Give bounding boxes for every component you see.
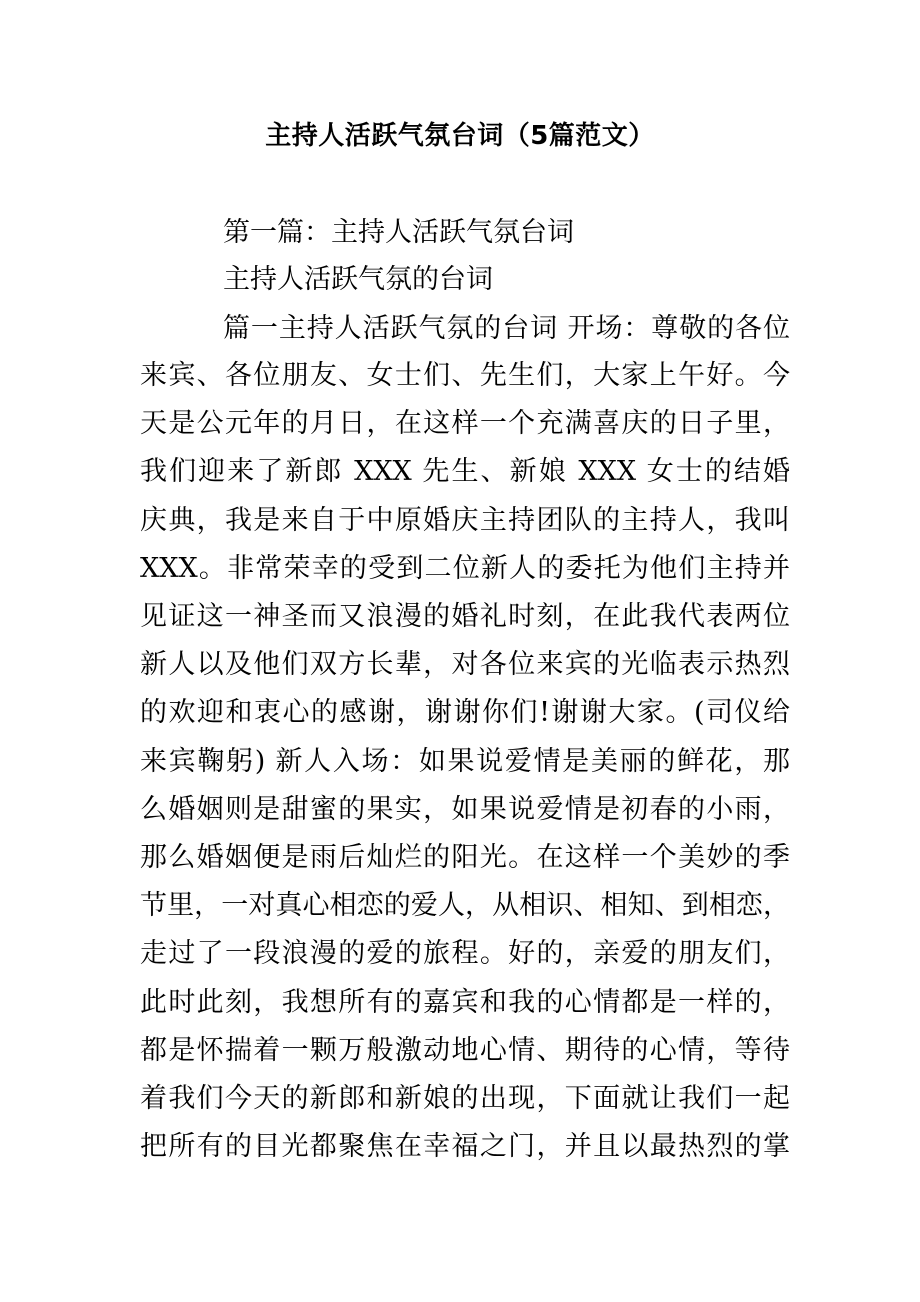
document-title: 主持人活跃气氛台词（5篇范文） (265, 121, 655, 151)
paragraph-line: 都是怀揣着一颗万般激动地心情、期待的心情，等待 (140, 1035, 790, 1066)
subheading: 主持人活跃气氛的台词 (223, 264, 493, 295)
paragraph-line: 着我们今天的新郎和新娘的出现，下面就让我们一起 (140, 1083, 790, 1114)
paragraph-line: 么婚姻则是甜蜜的果实，如果说爱情是初春的小雨， (140, 794, 790, 825)
paragraph-line: 节里，一对真心相恋的爱人，从相识、相知、到相恋， (140, 890, 790, 921)
paragraph-line: 见证这一神圣而又浪漫的婚礼时刻，在此我代表两位 (140, 601, 790, 632)
paragraph-line: 此时此刻，我想所有的嘉宾和我的心情都是一样的， (140, 987, 790, 1018)
paragraph-line: 把所有的目光都聚焦在幸福之门，并且以最热烈的掌 (140, 1131, 790, 1162)
paragraph-line: 来宾鞠躬) 新人入场：如果说爱情是美丽的鲜花，那 (140, 746, 790, 777)
paragraph-line: 天是公元年的月日，在这样一个充满喜庆的日子里， (140, 408, 790, 439)
paragraph-line: XXX。非常荣幸的受到二位新人的委托为他们主持并 (140, 553, 790, 584)
section-heading: 第一篇：主持人活跃气氛台词 (223, 217, 574, 248)
paragraph-line: 庆典，我是来自于中原婚庆主持团队的主持人，我叫 (140, 505, 790, 536)
paragraph-line: 那么婚姻便是雨后灿烂的阳光。在这样一个美妙的季 (140, 842, 790, 873)
paragraph-line: 走过了一段浪漫的爱的旅程。好的，亲爱的朋友们， (140, 938, 790, 969)
paragraph-first-line: 篇一主持人活跃气氛的台词 开场：尊敬的各位 (223, 313, 790, 344)
paragraph-line: 来宾、各位朋友、女士们、先生们，大家上午好。今 (140, 360, 790, 391)
paragraph-line: 我们迎来了新郎 XXX 先生、新娘 XXX 女士的结婚 (140, 456, 790, 487)
paragraph-line: 的欢迎和衷心的感谢，谢谢你们!谢谢大家。(司仪给 (140, 697, 790, 728)
paragraph-line: 新人以及他们双方长辈，对各位来宾的光临表示热烈 (140, 649, 790, 680)
